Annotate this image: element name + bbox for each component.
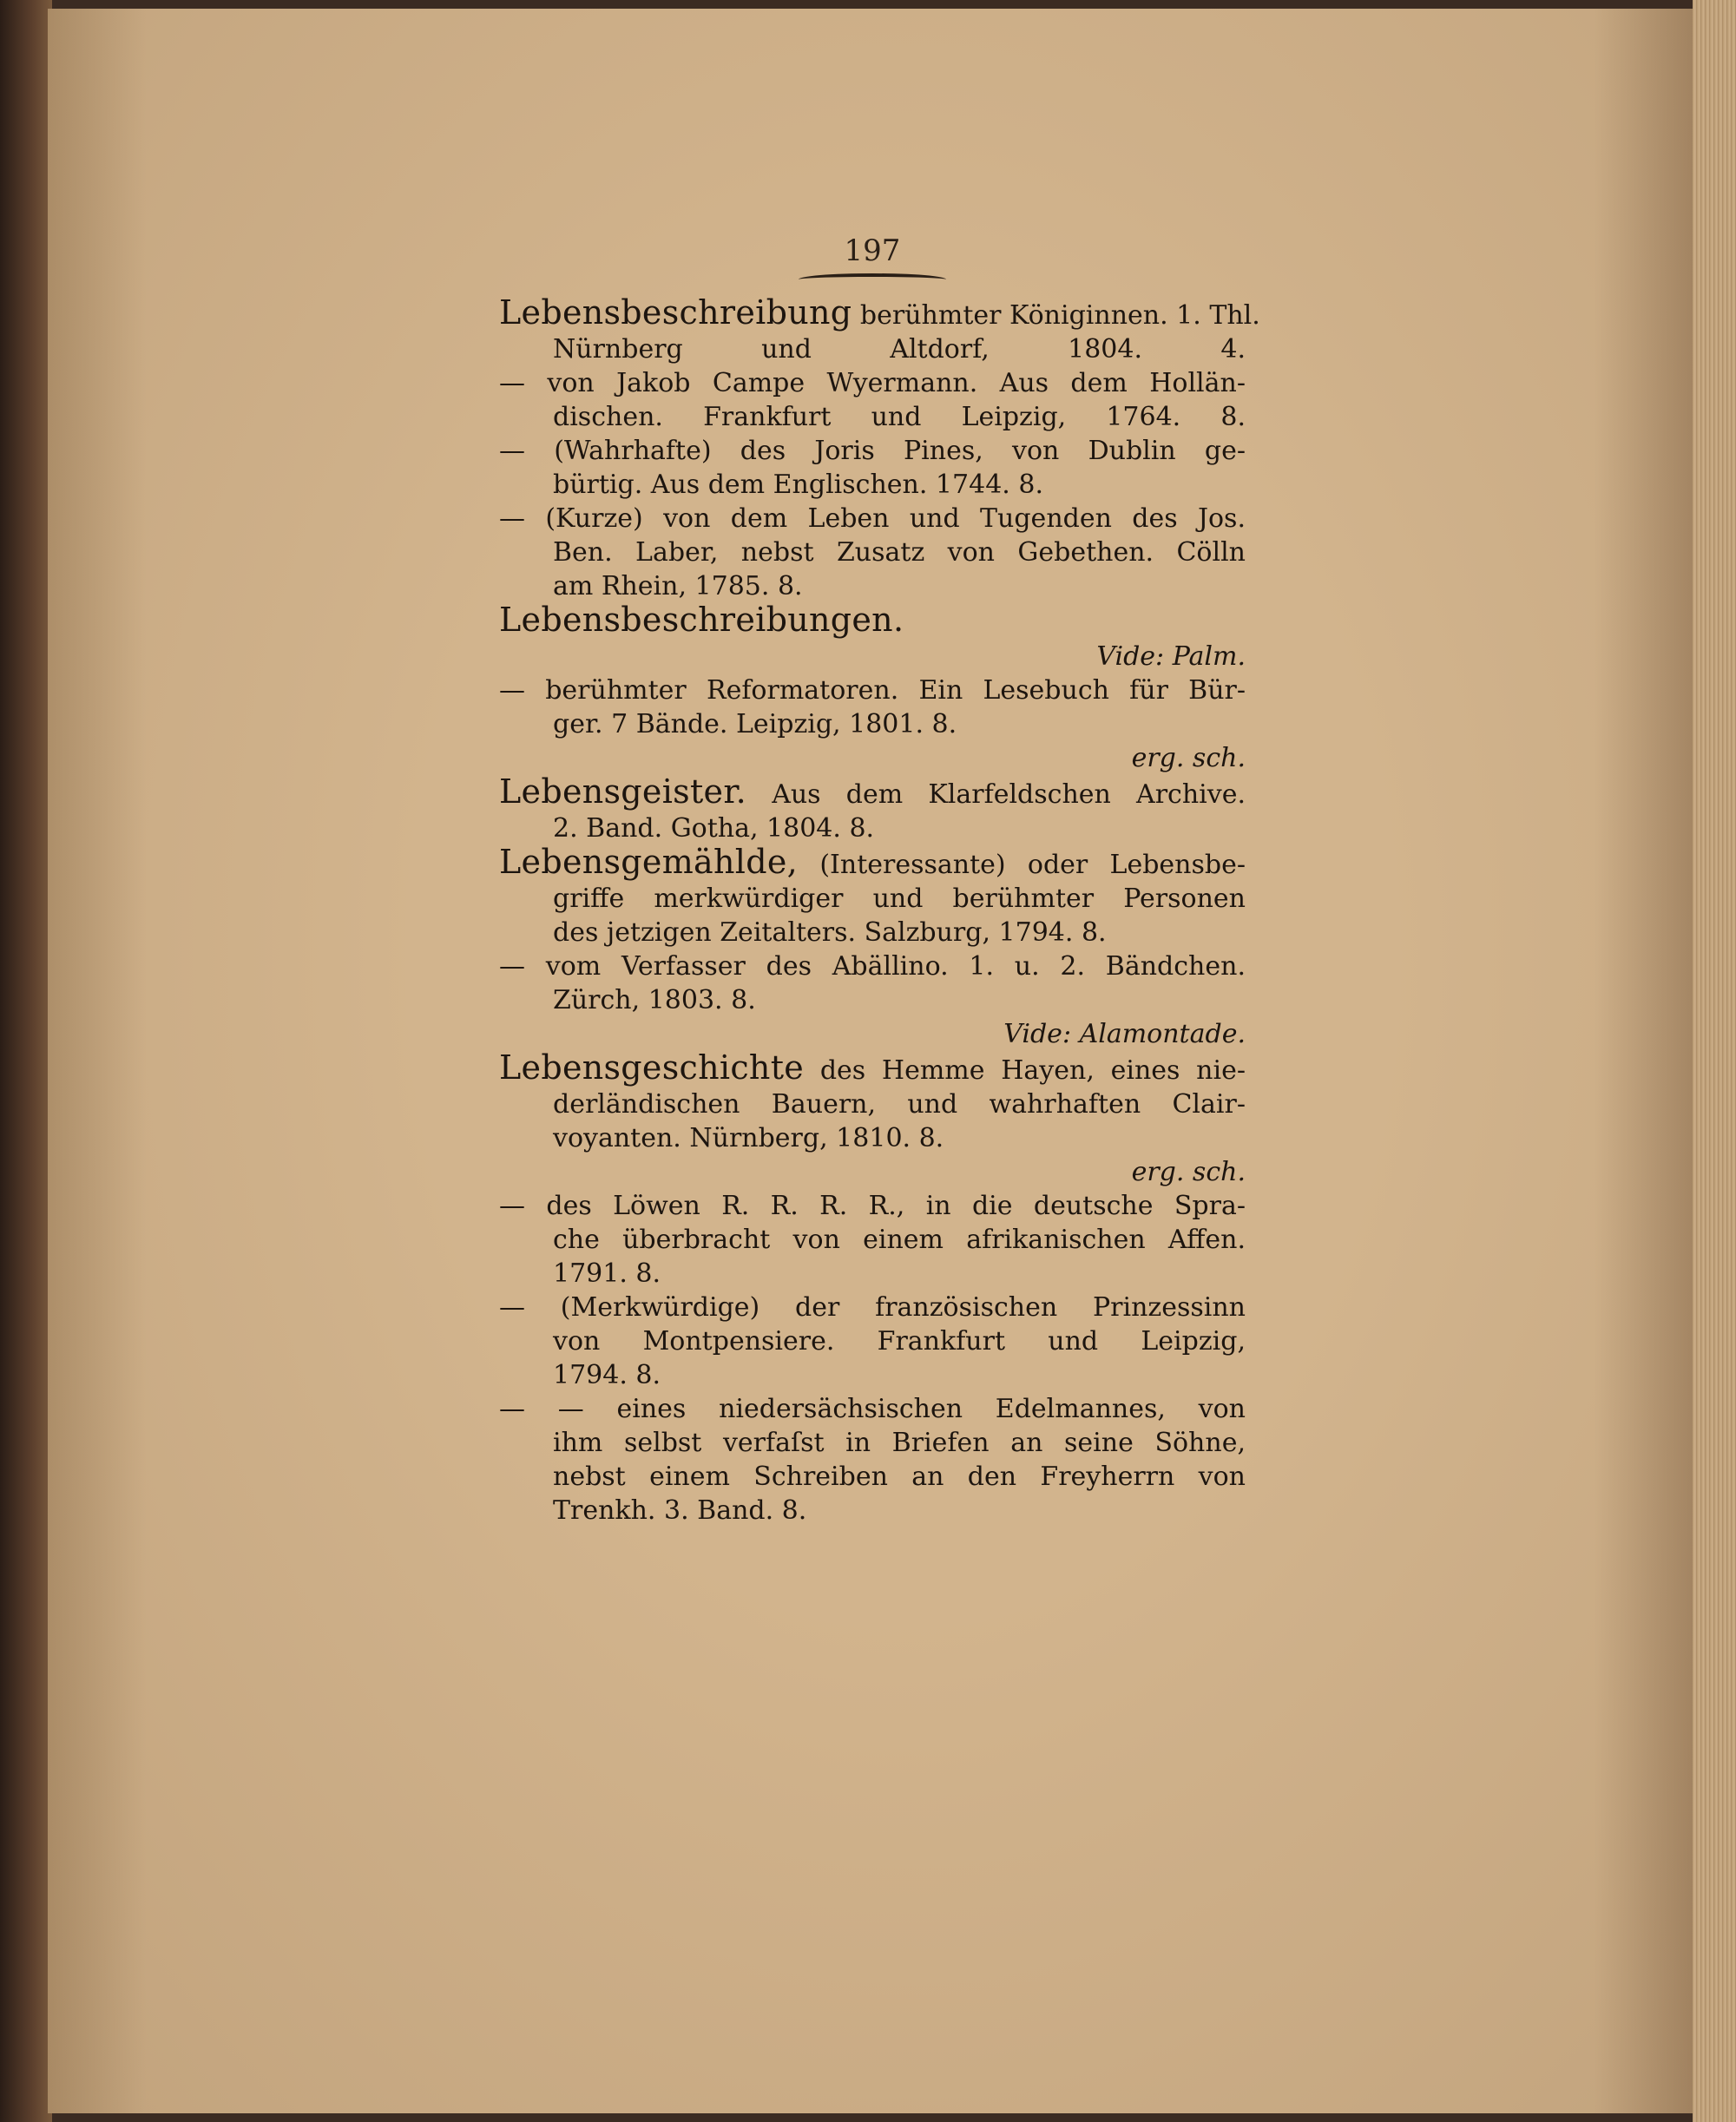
entry-line (499, 569, 1246, 603)
line-text: Ben. Laber, nebst Zusatz von Gebethen. Cölln (553, 537, 1246, 568)
line-text: griffe merkwürdiger und berühmter Personen (553, 884, 1246, 914)
line-text: des Hemme Hayen, eines nie- (804, 1055, 1246, 1086)
catalogue-text (499, 233, 1260, 1527)
entry-line (499, 502, 1246, 535)
line-text: ihm selbst verfaſst in Briefen an seine Söhne, (553, 1428, 1246, 1458)
line-text: ger. 7 Bände. Leipzig, 1801. 8. (553, 709, 957, 739)
entry-line (499, 434, 1246, 468)
ornamental-rule (799, 273, 946, 286)
cross-reference: Vide: Palm. (1096, 641, 1246, 672)
line-text: — (Kurze) von dem Leben und Tugenden des Jos. (499, 503, 1246, 534)
entry-line (499, 1494, 1246, 1527)
page-edges (1693, 0, 1736, 2122)
line-text: Trenkh. 3. Band. 8. (553, 1495, 807, 1526)
book-cover-edge (0, 0, 52, 2122)
line-text: dischen. Frankfurt und Leipzig, 1764. 8. (553, 402, 1246, 432)
headword: Lebensbeschreibungen. (499, 601, 904, 639)
headword: Lebensgemählde, (499, 843, 799, 881)
line-text: des jetzigen Zeitalters. Salzburg, 1794. 8. (553, 917, 1107, 948)
line-text: — des Löwen R. R. R. R., in die deutsche Spra- (499, 1191, 1246, 1221)
entry-headword-line (499, 845, 1246, 882)
entry-line (499, 1223, 1246, 1257)
page-number: 197 (844, 233, 901, 268)
entry-line (499, 707, 1246, 741)
entry-line (499, 1087, 1246, 1121)
entry-headword-line (499, 1048, 1246, 1087)
entry-headword-line (499, 293, 1260, 332)
line-text: 2. Band. Gotha, 1804. 8. (553, 813, 875, 844)
entry-headword-line (499, 772, 1246, 811)
line-text: — (Merkwürdige) der französischen Prinzessinn (499, 1292, 1246, 1323)
entry-line (499, 332, 1246, 366)
line-text: — (Wahrhafte) des Joris Pines, von Dublin ge- (499, 436, 1246, 466)
line-text: (Interessante) oder Lebensbe- (798, 850, 1246, 880)
line-text: Aus dem Klarfeldschen Archive. (746, 779, 1246, 810)
entry-line (499, 983, 1246, 1017)
entry-line (499, 1358, 1246, 1392)
entry-lines (499, 293, 1260, 1527)
line-text: che überbracht von einem afrikanischen Affen. (553, 1225, 1246, 1255)
entry-line (499, 916, 1246, 949)
entry-line (499, 1257, 1246, 1291)
entry-line (499, 1291, 1246, 1324)
entry-headword-line (499, 603, 1246, 640)
line-text: 1791. 8. (553, 1258, 661, 1289)
entry-line (499, 1324, 1246, 1358)
entry-line (499, 1460, 1246, 1494)
entry-line (499, 1121, 1246, 1155)
entry-line (499, 811, 1246, 845)
headword: Lebensbeschreibung (499, 293, 852, 332)
line-text: voyanten. Nürnberg, 1810. 8. (553, 1123, 944, 1153)
entry-line (499, 1426, 1246, 1460)
line-text: derländischen Bauern, und wahrhaften Clair- (553, 1089, 1246, 1120)
entry-line (499, 400, 1246, 434)
entry-line (499, 673, 1246, 707)
entry-line (499, 535, 1246, 569)
line-text: 1794. 8. (553, 1360, 661, 1390)
entry-line (499, 949, 1246, 983)
entry-line (499, 882, 1246, 916)
line-text: — vom Verfasser des Abällino. 1. u. 2. Bändchen. (499, 951, 1246, 982)
line-text: — — eines niedersächsischen Edelmannes, von (499, 1394, 1246, 1424)
line-text: berühmter Königinnen. 1. Thl. (852, 300, 1260, 331)
line-text: bürtig. Aus dem Englischen. 1744. 8. (553, 470, 1043, 500)
entry-line (499, 1392, 1246, 1426)
line-text: von Montpensiere. Frankfurt und Leipzig, (553, 1326, 1246, 1357)
line-text: — von Jakob Campe Wyermann. Aus dem Hollän- (499, 368, 1246, 398)
line-text: am Rhein, 1785. 8. (553, 571, 803, 601)
line-text: nebst einem Schreiben an den Freyherrn von (553, 1462, 1246, 1492)
entry-line (499, 366, 1246, 400)
entry-line (499, 468, 1246, 502)
line-text: — berühmter Reformatoren. Ein Lesebuch für Bür- (499, 675, 1246, 706)
cross-reference: erg. sch. (1131, 1157, 1246, 1187)
headword: Lebensgeschichte (499, 1048, 805, 1087)
line-text: Nürnberg und Altdorf, 1804. 4. (553, 334, 1246, 365)
book-page (48, 9, 1693, 2113)
cross-reference: Vide: Alamontade. (1003, 1019, 1246, 1049)
headword: Lebensgeister. (499, 772, 747, 811)
cross-reference: erg. sch. (1131, 743, 1246, 773)
line-text: Zürch, 1803. 8. (553, 985, 756, 1015)
entry-line (499, 1189, 1246, 1223)
